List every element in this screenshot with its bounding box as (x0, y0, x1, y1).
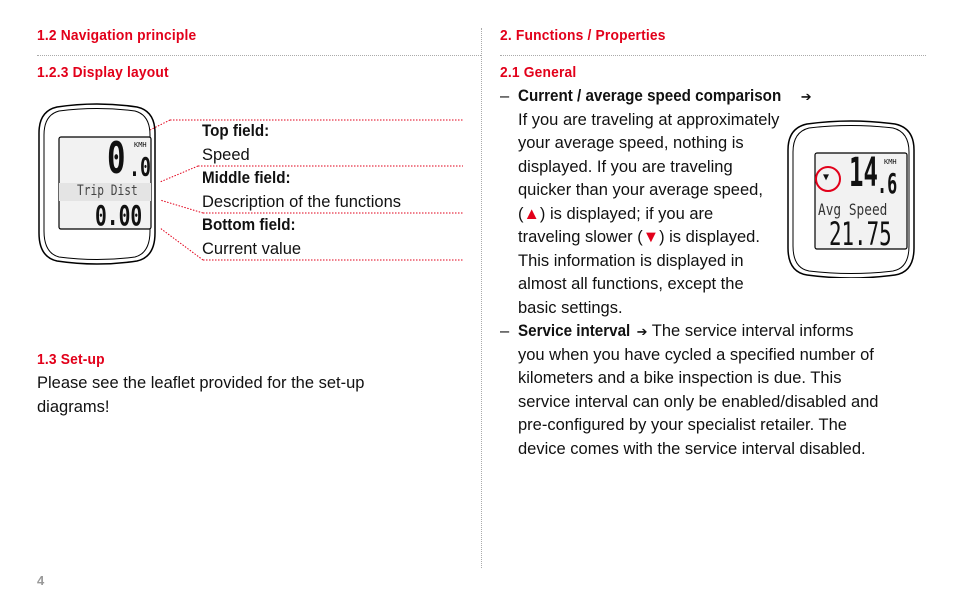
current-value: 0.00 (95, 199, 143, 232)
speed-value: 14 (849, 150, 878, 196)
divider (500, 55, 926, 56)
sub-heading: 1.2.3 Display layout (37, 64, 169, 81)
text-line: diagrams! (37, 397, 110, 416)
column-divider (481, 28, 482, 568)
function-label: Trip Dist (77, 183, 138, 199)
field-title: Bottom field: (202, 216, 296, 234)
section-heading: 2. Functions / Properties (500, 27, 666, 44)
text-line: service interval can only be enabled/disabled and (518, 392, 879, 411)
unit-label: KMH (884, 158, 897, 166)
text-line: kilometers and a bike inspection is due. This (518, 369, 842, 387)
field-desc: Speed (202, 145, 250, 164)
text-line: traveling slower ( (518, 228, 643, 246)
item-title: Current / average speed comparison (518, 87, 782, 105)
arrow-icon: ➔ (636, 324, 648, 339)
text-line: your average speed, nothing is (518, 134, 744, 152)
text-line: ) is displayed. (659, 228, 760, 246)
text-line: basic settings. (518, 298, 623, 317)
section-heading: 1.2 Navigation principle (37, 27, 197, 44)
page-number: 4 (37, 573, 45, 588)
avg-speed-device-illustration (785, 120, 917, 278)
field-title: Middle field: (202, 169, 291, 187)
up-triangle-icon: ▲ (523, 204, 540, 223)
text-line: you when you have cycled a specified number of (518, 345, 874, 364)
field-descriptions (202, 120, 401, 261)
setup-heading: 1.3 Set-up (37, 351, 105, 368)
speed-decimal: .6 (877, 167, 898, 200)
setup-text (37, 372, 364, 419)
device-illustration (37, 103, 157, 265)
text-line: This information is displayed in (518, 251, 744, 270)
function-label: Avg Speed (818, 200, 888, 219)
unit-label: KMH (134, 141, 147, 149)
arrow-icon: ➔ (800, 89, 812, 104)
slower-indicator-icon: ▼ (823, 172, 830, 183)
field-desc: Current value (202, 239, 302, 258)
paren: ( (518, 204, 524, 223)
paren: ) (539, 204, 546, 223)
item-title: Service interval (518, 322, 631, 340)
avg-speed-value: 21.75 (829, 215, 892, 253)
text-line: If you are traveling at approximately (518, 110, 780, 129)
text-line: quicker than your average speed, (518, 181, 763, 199)
divider (37, 55, 481, 56)
speed-value: 0 (107, 133, 126, 184)
down-triangle-icon: ▼ (642, 228, 660, 246)
field-desc: Description of the functions (202, 192, 402, 211)
text-line: displayed. If you are traveling (518, 157, 733, 176)
text-line: Please see the leaflet provided for the set-up (37, 374, 365, 392)
text-line: pre-configured by your specialist retailer. The (518, 416, 847, 434)
field-title: Top field: (202, 122, 270, 140)
text-line: almost all functions, except the (518, 275, 744, 293)
text-line: is displayed; if you are (549, 204, 714, 223)
speed-decimal: .0 (129, 153, 151, 183)
bullet-dash: – (500, 322, 510, 340)
text-line: device comes with the service interval disabled. (518, 439, 866, 458)
text-line: The service interval informs (651, 322, 854, 340)
bullet-dash: – (500, 87, 510, 105)
sub-heading: 2.1 General (500, 64, 577, 81)
